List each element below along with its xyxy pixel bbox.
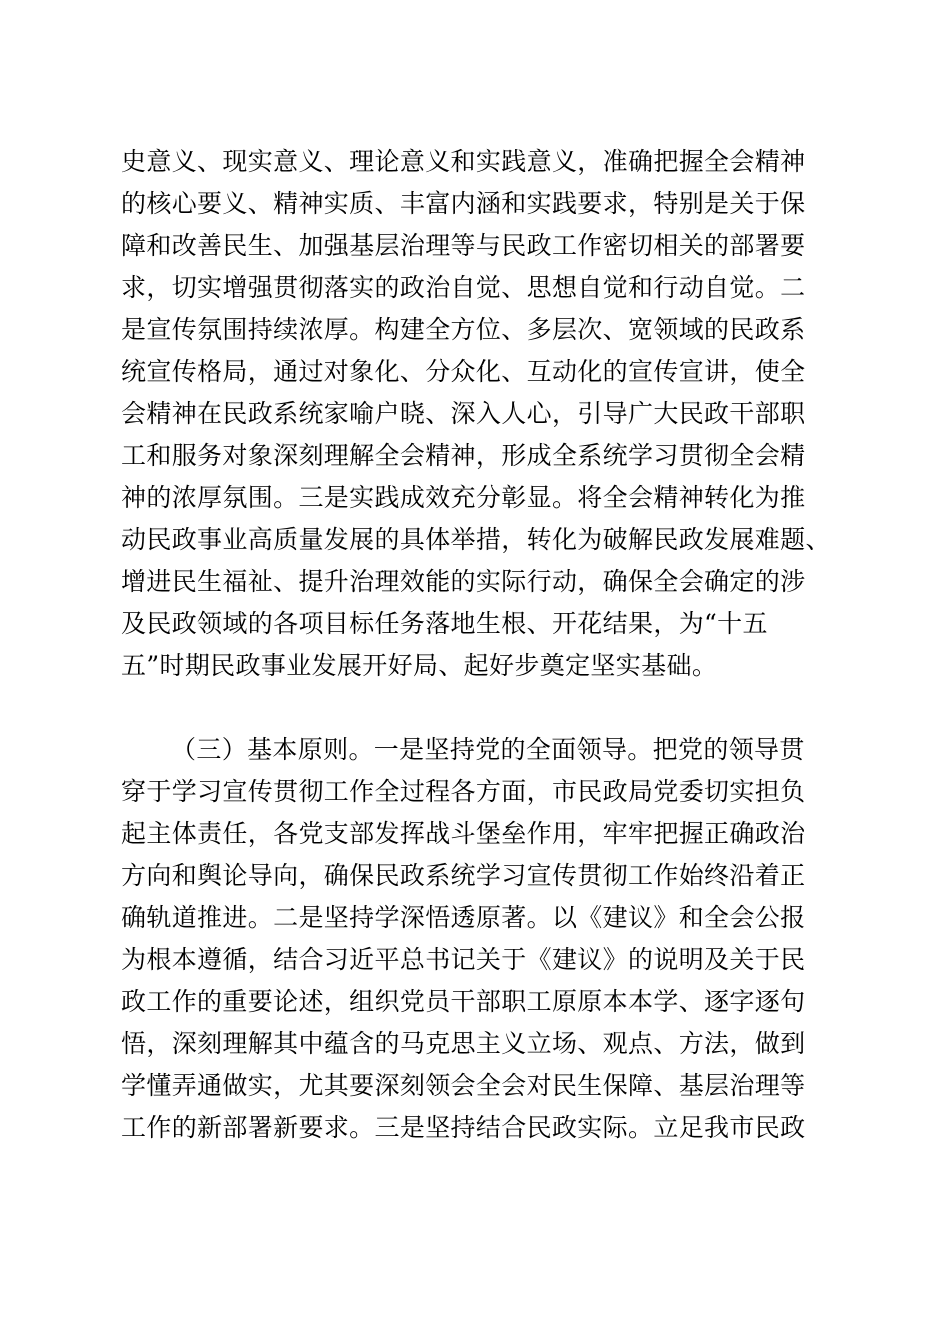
paragraph-line: 工作的新部署新要求。三是坚持结合民政实际。立足我市民政 (121, 1113, 806, 1142)
paragraph-line: 及民政领域的各项目标任务落地生根、开花结果，为“十五 (121, 609, 768, 638)
paragraph-line: 动民政事业高质量发展的具体举措，转化为破解民政发展难题、 (121, 525, 831, 554)
paragraph-line: 求，切实增强贯彻落实的政治自觉、思想自觉和行动自觉。二 (121, 273, 806, 302)
paragraph-line: 起主体责任，各党支部发挥战斗堡垒作用，牢牢把握正确政治 (121, 819, 806, 848)
paragraph-line: 为根本遵循，结合习近平总书记关于《建议》的说明及关于民 (121, 945, 806, 974)
paragraph-line: 悟，深刻理解其中蕴含的马克思主义立场、观点、方法，做到 (121, 1029, 806, 1058)
paragraph-line: 学懂弄通做实，尤其要深刻领会全会对民生保障、基层治理等 (121, 1071, 806, 1100)
paragraph-1 (121, 141, 831, 687)
paragraph-line: 政工作的重要论述，组织党员干部职工原原本本学、逐字逐句 (121, 987, 806, 1016)
paragraph-line: 方向和舆论导向，确保民政系统学习宣传贯彻工作始终沿着正 (121, 861, 806, 890)
paragraph-line: 史意义、现实意义、理论意义和实践意义，准确把握全会精神 (121, 147, 806, 176)
paragraph-line: 增进民生福祉、提升治理效能的实际行动，确保全会确定的涉 (121, 567, 806, 596)
paragraph-line: 统宣传格局，通过对象化、分众化、互动化的宣传宣讲，使全 (121, 357, 806, 386)
paragraph-line: 会精神在民政系统家喻户晓、深入人心，引导广大民政干部职 (121, 399, 806, 428)
paragraph-line: 五”时期民政事业发展开好局、起好步奠定坚实基础。 (121, 651, 718, 680)
paragraph-line: 神的浓厚氛围。三是实践成效充分彰显。将全会精神转化为推 (121, 483, 806, 512)
paragraph-line: 穿于学习宣传贯彻工作全过程各方面，市民政局党委切实担负 (121, 777, 806, 806)
paragraph-line: 的核心要义、精神实质、丰富内涵和实践要求，特别是关于保 (121, 189, 806, 218)
paragraph-first-line: （三）基本原则。一是坚持党的全面领导。把党的领导贯 (171, 735, 805, 764)
paragraph-2 (121, 729, 826, 1149)
paragraph-line: 工和服务对象深刻理解全会精神，形成全系统学习贯彻全会精 (121, 441, 806, 470)
paragraph-line: 是宣传氛围持续浓厚。构建全方位、多层次、宽领域的民政系 (121, 315, 806, 344)
paragraph-line: 障和改善民生、加强基层治理等与民政工作密切相关的部署要 (121, 231, 806, 260)
paragraph-line: 确轨道推进。二是坚持学深悟透原著。以《建议》和全会公报 (121, 903, 806, 932)
